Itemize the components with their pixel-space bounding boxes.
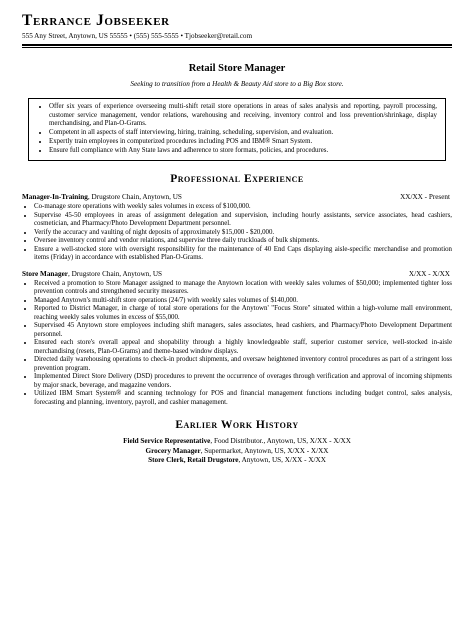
job-company: , Drugstore Chain, Anytown, US [67,269,163,278]
summary-item: • Offer six years of experience overseeing multi-shift retail store operations in areas of sales analysis and reporting, payroll processing, customer service management, vendor relations, warehousing and receiving, inventory control and loss prevention/shrinkage, display merchandising, and Plan-O-Grams. [49,103,437,129]
summary-item: • Ensure full compliance with Any State laws and adherence to store formats, policies, and procedures. [49,147,437,156]
header-rule-thick [22,44,452,46]
job-title-line [22,270,162,279]
history-heading: Earlier Work History [175,419,299,432]
history-role: Field Service Representative [123,437,211,446]
job-header [22,193,452,202]
job-bullet: • Implemented Direct Store Delivery (DSD) procedures to prevent the occurrence of overages through verification and approval of incoming shipments by major snack, beverage, and magazine vendors. [34,373,452,390]
job-bullet: • Directed daily warehousing operations to check-in product shipments, and oversaw heightened inventory control procedures as part of a stringent loss prevention program. [34,356,452,373]
history-item [22,437,452,447]
contact-line: 555 Any Street, Anytown, US 55555 • (555) 555-5555 • Tjobseeker@retail.com [22,32,253,40]
job-bullets [22,203,452,263]
history-list [22,437,452,466]
job-header [22,270,452,279]
job-bullet: • Oversee inventory control and vendor relations, and supervise three daily truckloads of bulk shipments. [34,237,452,246]
objective-tagline: Seeking to transition from a Health & Beauty Aid store to a Big Box store. [130,80,344,88]
summary-item: • Expertly train employees in computerized procedures including POS and IBM® Smart System. [49,138,437,147]
history-detail: , Supermarket, Anytown, US, X/XX - X/XX [200,446,329,455]
job-bullets [22,280,452,408]
job-bullet: • Ensure a well-stocked store with oversight responsibility for the maintenance of 40 End Caps displaying aisle-specific merchandise and promotion items (Friday) in accordance with established Plan-O-Grams. [34,246,452,263]
history-role: Store Clerk, Retail Drugstore [148,456,239,465]
job-company: , Drugstore Chain, Anytown, US [87,193,182,202]
summary-box [28,98,446,161]
header-rule-thin [22,47,452,48]
job-bullet: • Verify the accuracy and vaulting of night deposits of approximately $15,000 - $20,000. [34,229,452,238]
history-item [22,456,452,466]
job-bullet: • Received a promotion to Store Manager assigned to manage the Anytown location with weekly sales volumes of $50,000; implemented tighter loss prevention controls and strengthened security measures. [34,280,452,297]
applicant-name: Terrance Jobseeker [22,12,170,29]
history-detail: , Food Distributor., Anytown, US, X/XX - X/XX [210,437,351,446]
job-bullet: • Reported to District Manager, in charge of total store operations for the Anytown' "Focus Store" situated within a high-volume mall environment, reaching weekly sales volumes in excess of $55,000. [34,305,452,322]
history-detail: , Anytown, US, X/XX - X/XX [238,456,326,465]
job-title: Store Manager [22,269,68,278]
objective-title: Retail Store Manager [188,63,286,74]
history-item [22,447,452,457]
job-dates: X/XX - X/XX [408,269,450,278]
summary-list [37,103,437,155]
job-bullet: • Co-manage store operations with weekly sales volumes in excess of $100,000. [34,203,452,212]
job-bullet: • Supervised 45 Anytown store employees including shift managers, sales associates, head cashiers, and Pharmacy/Photo Development Department personnel. [34,322,452,339]
job-title-line [22,193,182,202]
job-dates: XX/XX - Present [400,193,450,202]
summary-item: • Competent in all aspects of staff interviewing, hiring, training, scheduling, supervision, and evaluation. [49,129,437,138]
job-bullet: • Ensured each store's overall appeal and shopability through a highly knowledgeable staff, superior customer service, well-stocked in-aisle merchandising (resets, Plan-O-Grams) and theme-based window displays. [34,339,452,356]
job-title: Manager-In-Training [22,193,88,202]
job-bullet: • Utilized IBM Smart System® and scanning technology for POS and financial management functions including budget control, sales analysis, forecasting and planning, inventory, payroll, and cashier management. [34,390,452,407]
experience-heading: Professional Experience [170,173,304,186]
job-bullet: • Supervise 45-50 employees in areas of assignment delegation and supervision, including hourly assistants, service associates, head cashiers, cosmetician, and Pharmacy/Photo Development Department personnel. [34,212,452,229]
history-role: Grocery Manager [145,446,201,455]
job-bullet: • Managed Anytown's multi-shift store operations (24/7) with weekly sales volumes of $140,000. [34,297,452,306]
